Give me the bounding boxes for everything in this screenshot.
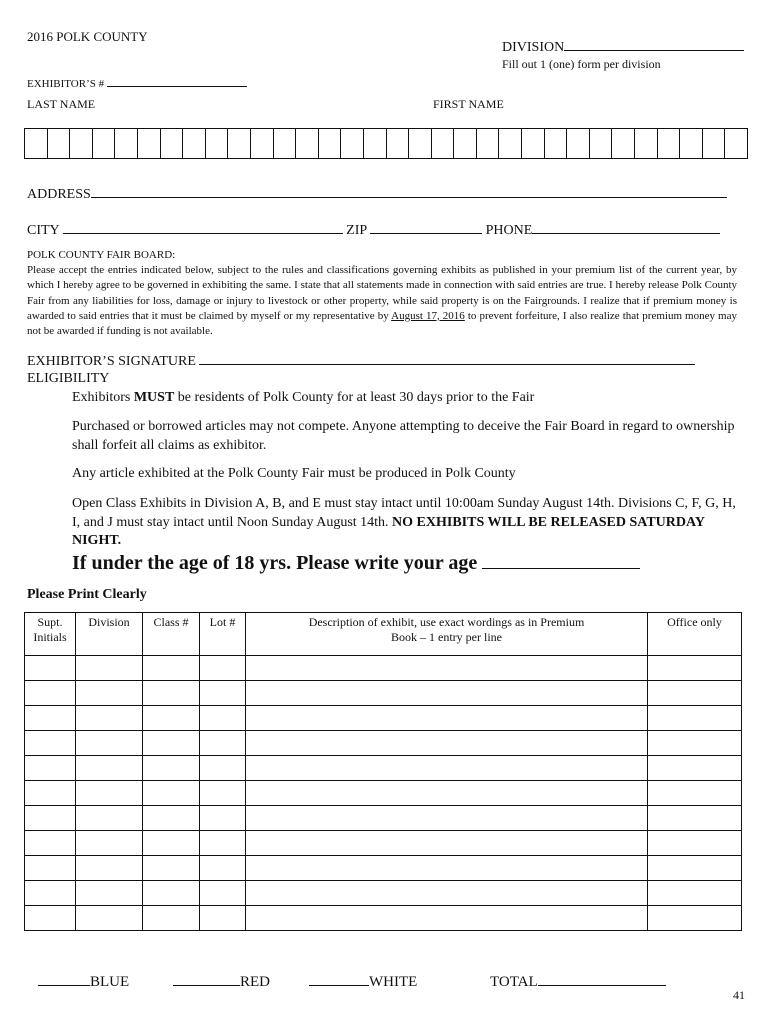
cell[interactable]	[200, 731, 246, 756]
rule1-post: be residents of Polk County for at least 30 days prior to the Fair	[177, 390, 535, 405]
letter-box[interactable]	[364, 129, 387, 158]
rule4-pre: Open Class Exhibits in Division A, B, and E must stay intact until 10:00am Sunday August 14th. Divisions C, F, G, H, I, and J must stay intact until Noon Sunday August 14th.	[72, 496, 736, 530]
name-letter-boxes[interactable]	[24, 128, 748, 159]
address-label: ADDRESS	[27, 187, 91, 202]
cell[interactable]	[25, 856, 76, 881]
cell[interactable]	[25, 831, 76, 856]
letter-box[interactable]	[725, 129, 747, 158]
cell[interactable]	[76, 856, 143, 881]
claim-deadline: August 17, 2016	[391, 309, 465, 322]
cell[interactable]	[648, 781, 742, 806]
cell[interactable]	[143, 831, 200, 856]
cell[interactable]	[648, 906, 742, 931]
eligibility-heading: ELIGIBILITY	[27, 371, 110, 386]
letter-box[interactable]	[703, 129, 726, 158]
phone-blank[interactable]	[532, 222, 720, 234]
age-notice: If under the age of 18 yrs. Please write your age	[72, 552, 478, 574]
cell[interactable]	[200, 781, 246, 806]
cell[interactable]	[200, 756, 246, 781]
cell[interactable]	[200, 906, 246, 931]
rule1-bold: MUST	[133, 390, 175, 405]
division-field[interactable]	[502, 39, 744, 56]
cell[interactable]	[246, 756, 648, 781]
letter-box[interactable]	[409, 129, 432, 158]
letter-box[interactable]	[432, 129, 455, 158]
letter-box[interactable]	[319, 129, 342, 158]
cell[interactable]	[143, 881, 200, 906]
table-row[interactable]	[25, 781, 742, 806]
table-row[interactable]	[25, 706, 742, 731]
city-blank[interactable]	[63, 222, 343, 234]
cell[interactable]	[246, 831, 648, 856]
letter-box[interactable]	[70, 129, 93, 158]
total-tally[interactable]	[490, 974, 666, 991]
form-title: 2016 POLK COUNTY	[27, 29, 148, 44]
cell[interactable]	[143, 756, 200, 781]
exhibitor-number-field[interactable]	[27, 75, 247, 90]
cell[interactable]	[143, 906, 200, 931]
table-row[interactable]	[25, 681, 742, 706]
phone-label: PHONE	[485, 223, 533, 238]
division-label: DIVISION	[502, 40, 565, 55]
cell[interactable]	[76, 906, 143, 931]
letter-box[interactable]	[251, 129, 274, 158]
letter-box[interactable]	[590, 129, 613, 158]
table-row[interactable]	[25, 806, 742, 831]
statement-text: Please accept the entries indicated below, subject to the rules and classifications governing exhibits as published in your premium list of the current year, by which I hereby agree to be governed in exhibiting the same. I state that all statements made in connection with said entries are true. I hereby release Polk County Fair from any liabilities for loss, damage or injury to livestock or other property, while said property is on the Fairgrounds. I realize that if premium money is awarded to said entries that it must be claimed by myself or my representative by	[27, 264, 737, 322]
fair-board-heading: POLK COUNTY FAIR BOARD:	[27, 249, 176, 261]
cell[interactable]	[143, 731, 200, 756]
table-header-row	[25, 613, 742, 656]
letter-box[interactable]	[454, 129, 477, 158]
fair-board-statement	[27, 263, 737, 339]
eligibility-rule-2: Purchased or borrowed articles may not compete. Anyone attempting to deceive the Fair Board in regard to ownership shall forfeit all claims as exhibitor.	[72, 419, 735, 453]
rule4-bold: NO EXHIBITS WILL BE RELEASED SATURDAY NIGHT.	[72, 514, 705, 548]
letter-box[interactable]	[161, 129, 184, 158]
cell[interactable]	[246, 781, 648, 806]
col-lot: Lot #	[200, 613, 246, 656]
table-row[interactable]	[25, 906, 742, 931]
letter-box[interactable]	[274, 129, 297, 158]
cell[interactable]	[25, 781, 76, 806]
blue-blank[interactable]	[38, 974, 90, 986]
blue-tally[interactable]	[38, 974, 129, 991]
red-blank[interactable]	[173, 974, 240, 986]
cell[interactable]	[143, 806, 200, 831]
cell[interactable]	[25, 706, 76, 731]
total-label: TOTAL	[490, 974, 538, 990]
eligibility-rule-3: Any article exhibited at the Polk County Fair must be produced in Polk County	[72, 466, 516, 481]
city-label: CITY	[27, 223, 60, 238]
cell[interactable]	[648, 681, 742, 706]
cell[interactable]	[143, 681, 200, 706]
cell[interactable]	[648, 656, 742, 681]
last-name-label: LAST NAME	[27, 97, 96, 111]
letter-box[interactable]	[183, 129, 206, 158]
cell[interactable]	[200, 881, 246, 906]
letter-box[interactable]	[48, 129, 71, 158]
cell[interactable]	[200, 856, 246, 881]
eligibility-rule-1	[72, 389, 742, 408]
letter-box[interactable]	[545, 129, 568, 158]
letter-box[interactable]	[387, 129, 410, 158]
col-office-only: Office only	[648, 613, 742, 656]
cell[interactable]	[143, 656, 200, 681]
total-blank[interactable]	[538, 974, 666, 986]
age-field[interactable]	[72, 552, 640, 575]
table-row[interactable]	[25, 731, 742, 756]
rule1-pre: Exhibitors	[72, 390, 131, 405]
cell[interactable]	[200, 706, 246, 731]
city-zip-phone-row	[27, 222, 720, 239]
cell[interactable]	[648, 706, 742, 731]
cell[interactable]	[76, 781, 143, 806]
cell[interactable]	[25, 656, 76, 681]
table-row[interactable]	[25, 831, 742, 856]
red-tally[interactable]	[173, 974, 270, 991]
white-tally[interactable]	[309, 974, 417, 991]
letter-box[interactable]	[477, 129, 500, 158]
signature-field[interactable]	[27, 353, 695, 370]
eligibility-rule-4	[72, 495, 742, 551]
col-class: Class #	[143, 613, 200, 656]
red-label: RED	[240, 974, 270, 990]
table-row[interactable]	[25, 656, 742, 681]
white-label: WHITE	[369, 974, 418, 990]
cell[interactable]	[648, 856, 742, 881]
table-row[interactable]	[25, 756, 742, 781]
cell[interactable]	[200, 656, 246, 681]
cell[interactable]	[200, 806, 246, 831]
table-row[interactable]	[25, 856, 742, 881]
first-name-label: FIRST NAME	[433, 97, 504, 111]
zip-blank[interactable]	[370, 222, 482, 234]
entries-table	[24, 612, 742, 931]
cell[interactable]	[25, 881, 76, 906]
cell[interactable]	[648, 881, 742, 906]
cell[interactable]	[246, 681, 648, 706]
col-description: Description of exhibit, use exact wordings as in Premium Book – 1 entry per line	[246, 613, 648, 656]
cell[interactable]	[25, 731, 76, 756]
zip-label: ZIP	[346, 223, 367, 238]
cell[interactable]	[246, 656, 648, 681]
cell[interactable]	[143, 706, 200, 731]
cell[interactable]	[76, 706, 143, 731]
print-clearly-note: Please Print Clearly	[27, 587, 147, 602]
letter-box[interactable]	[680, 129, 703, 158]
letter-box[interactable]	[635, 129, 658, 158]
letter-box[interactable]	[93, 129, 116, 158]
col-supt-initials: Supt. Initials	[25, 613, 76, 656]
exhibitor-number-blank[interactable]	[107, 75, 247, 87]
cell[interactable]	[200, 681, 246, 706]
letter-box[interactable]	[138, 129, 161, 158]
signature-blank[interactable]	[199, 353, 695, 365]
cell[interactable]	[76, 756, 143, 781]
address-blank[interactable]	[91, 186, 727, 198]
cell[interactable]	[143, 781, 200, 806]
letter-box[interactable]	[206, 129, 229, 158]
cell[interactable]	[25, 756, 76, 781]
cell[interactable]	[648, 756, 742, 781]
cell[interactable]	[648, 806, 742, 831]
letter-box[interactable]	[499, 129, 522, 158]
cell[interactable]	[76, 656, 143, 681]
cell[interactable]	[246, 881, 648, 906]
cell[interactable]	[76, 831, 143, 856]
cell[interactable]	[76, 806, 143, 831]
col-division: Division	[76, 613, 143, 656]
exhibitor-number-label: EXHIBITOR’S #	[27, 78, 105, 90]
cell[interactable]	[25, 806, 76, 831]
table-row[interactable]	[25, 881, 742, 906]
age-blank[interactable]	[482, 552, 640, 569]
cell[interactable]	[246, 856, 648, 881]
letter-box[interactable]	[341, 129, 364, 158]
cell[interactable]	[143, 856, 200, 881]
cell[interactable]	[246, 806, 648, 831]
page-number: 41	[733, 988, 745, 1002]
letter-box[interactable]	[567, 129, 590, 158]
statement-text-end: to prevent forfeiture, I also realize that premium money may not be awarded if funding is not available.	[27, 309, 737, 338]
cell[interactable]	[76, 731, 143, 756]
cell[interactable]	[25, 906, 76, 931]
cell[interactable]	[200, 831, 246, 856]
letter-box[interactable]	[658, 129, 681, 158]
signature-label: EXHIBITOR’S SIGNATURE	[27, 354, 196, 369]
cell[interactable]	[25, 681, 76, 706]
cell[interactable]	[76, 881, 143, 906]
division-blank[interactable]	[564, 39, 744, 51]
cell[interactable]	[246, 906, 648, 931]
cell[interactable]	[246, 731, 648, 756]
letter-box[interactable]	[612, 129, 635, 158]
division-note: Fill out 1 (one) form per division	[502, 57, 661, 71]
white-blank[interactable]	[309, 974, 369, 986]
letter-box[interactable]	[115, 129, 138, 158]
letter-box[interactable]	[228, 129, 251, 158]
cell[interactable]	[246, 706, 648, 731]
letter-box[interactable]	[25, 129, 48, 158]
letter-box[interactable]	[296, 129, 319, 158]
cell[interactable]	[648, 831, 742, 856]
cell[interactable]	[76, 681, 143, 706]
address-field[interactable]	[27, 186, 727, 203]
cell[interactable]	[648, 731, 742, 756]
blue-label: BLUE	[90, 974, 130, 990]
letter-box[interactable]	[522, 129, 545, 158]
